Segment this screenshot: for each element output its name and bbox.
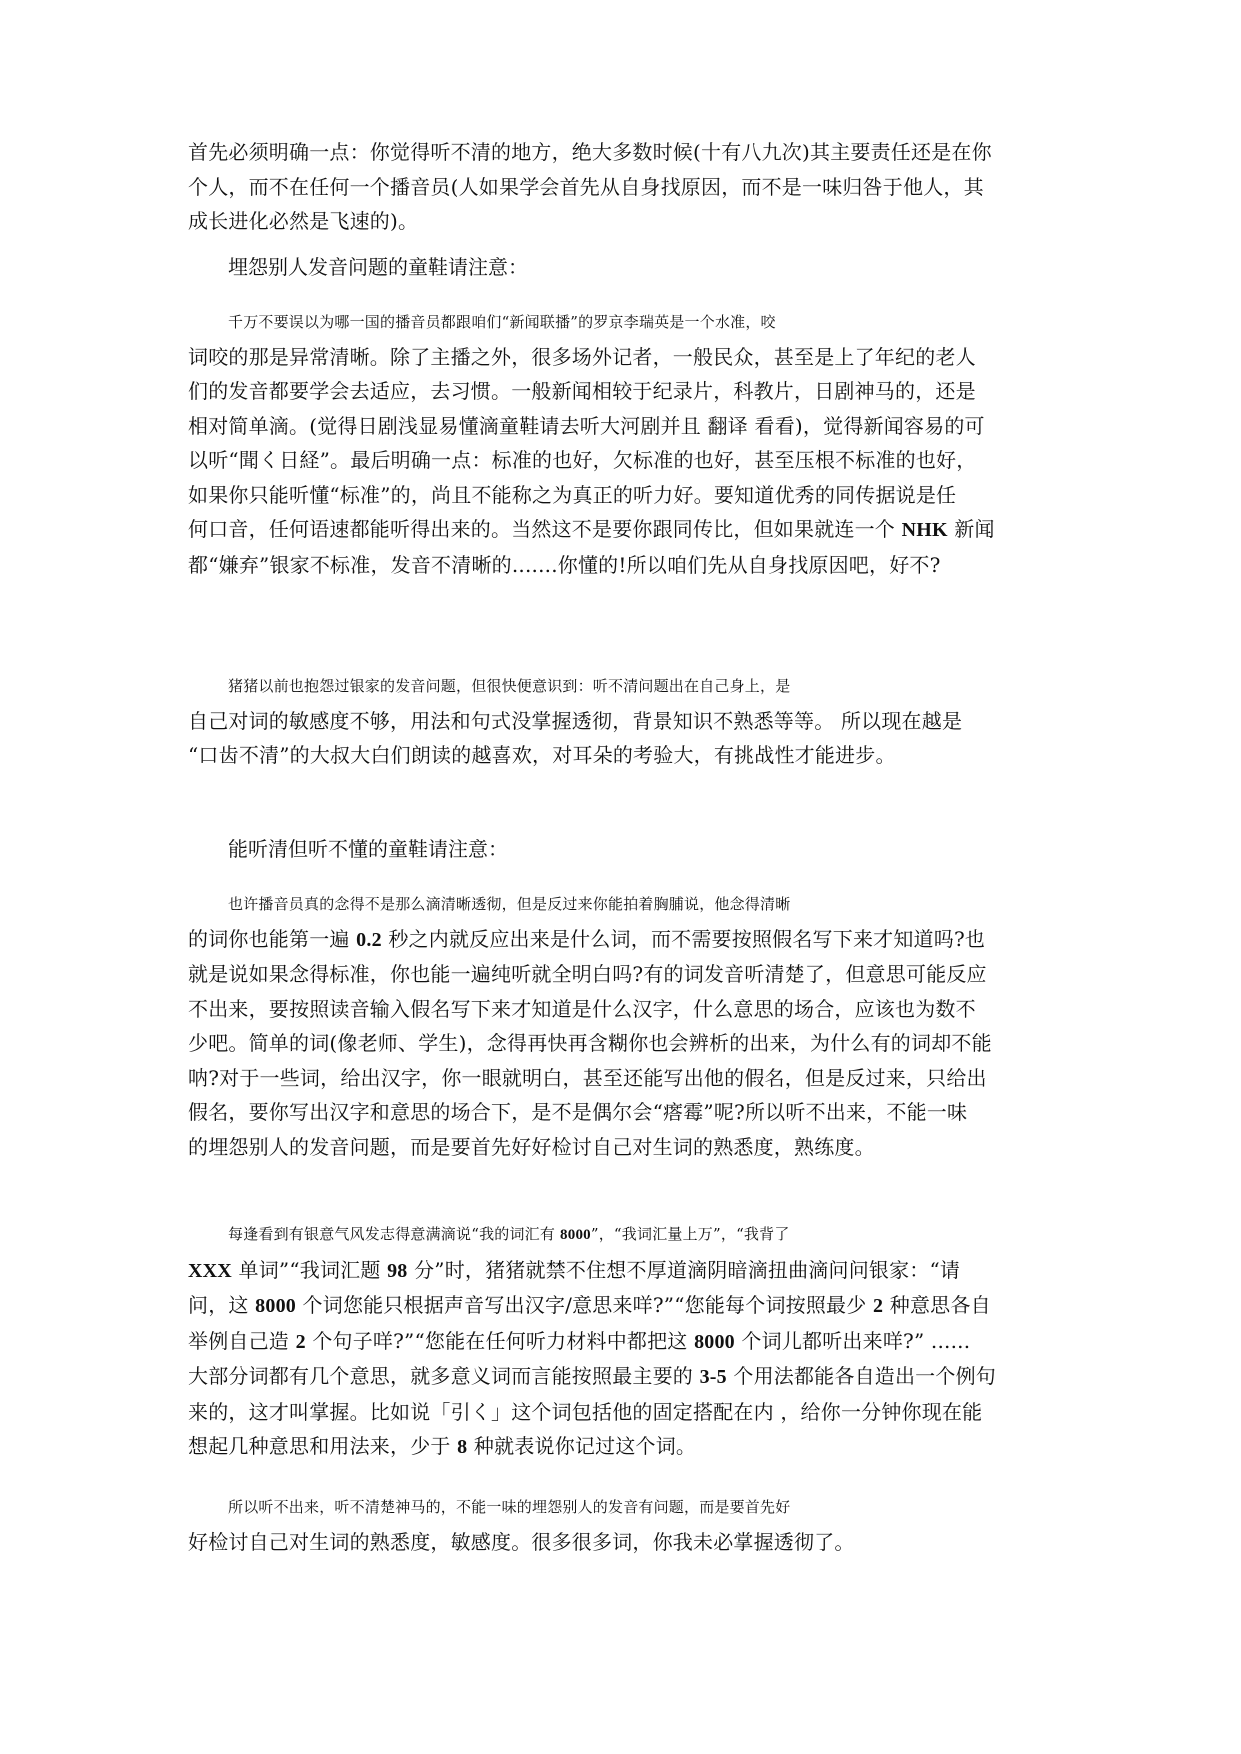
text-line: 猪猪以前也抱怨过银家的发音问题，但很快便意识到：听不清问题出在自己身上，是 [228, 677, 791, 695]
paragraph-self-reflection [188, 669, 1056, 773]
text-line: 所以听不出来，听不清楚神马的，不能一味的埋怨别人的发音有问题，而是要首先好 [228, 1498, 791, 1516]
text-line: 每逢看到有银意气风发志得意满滴说“我的词汇有 8000”，“我词汇量上万”，“我背了 [228, 1225, 790, 1243]
text-line: 呐?对于一些词，给出汉字，你一眼就明白，甚至还能写出他的假名，但是反过来，只给出 [188, 1065, 987, 1090]
text-line: XXX 单词”“我词汇题 98 分”时，猪猪就禁不住想不厚道滴阴暗滴扭曲滴问问银家：“请 [188, 1257, 961, 1282]
text-line: 以听“聞く日経”。最后明确一点：标准的也好，欠标准的也好，甚至压根不标准的也好， [188, 448, 977, 472]
text-line: 首先必须明确一点：你觉得听不清的地方，绝大多数时候(十有八九次)其主要责任还是在你 [188, 140, 992, 164]
text-line: 好检讨自己对生词的熟悉度，敏感度。很多很多词，你我未必掌握透彻了。 [188, 1529, 855, 1554]
paragraph-intro [188, 135, 1056, 239]
text-line: 个人，而不在任何一个播音员(人如果学会首先从自身找原因，而不是一味归咎于他人，其 [188, 174, 984, 199]
text-line: 词咬的那是异常清晰。除了主播之外，很多场外记者，一般民众，甚至是上了年纪的老人 [188, 344, 976, 369]
text-line: “口齿不清”的大叔大白们朗读的越喜欢，对耳朵的考验大，有挑战性才能进步。 [188, 743, 896, 767]
text-line: 都“嫌弃”银家不标准，发音不清晰的.......你懂的!所以咱们先从自身找原因吧，好不? [188, 552, 941, 577]
text-line: 就是说如果念得标准，你也能一遍纯听就全明白吗?有的词发音听清楚了，但意思可能反应 [188, 962, 987, 986]
section-heading-pronunciation: 埋怨别人发音问题的童鞋请注意： [228, 255, 528, 279]
text-line: 千万不要误以为哪一国的播音员都跟咱们“新闻联播”的罗京李瑞英是一个水准，咬 [228, 313, 776, 331]
text-line: 如果你只能听懂“标准”的，尚且不能称之为真正的听力好。要知道优秀的同传据说是任 [188, 482, 957, 507]
text-line: 的埋怨别人的发音问题，而是要首先好好检讨自己对生词的熟悉度，熟练度。 [188, 1134, 875, 1159]
text-line: 举例自己造 2 个句子咩?”“您能在任何听力材料中都把这 8000 个词儿都听出来咩?” ...... [188, 1328, 971, 1353]
text-line: 假名，要你写出汉字和意思的场合下，是不是偶尔会“瘩霉”呢?所以听不出来，不能一味 [188, 1100, 968, 1124]
text-line: 来的，这才叫掌握。比如说「引く」这个词包括他的固定搭配在内 ，给你一分钟你现在能 [188, 1399, 983, 1424]
text-line: 的词你也能第一遍 0.2 秒之内就反应出来是什么词，而不需要按照假名写下来才知道吗?也 [188, 926, 986, 951]
text-line: 问，这 8000 个词您能只根据声音写出汉字/意思来咩?”“您能每个词按照最少 2 种意思各自 [188, 1293, 991, 1317]
section-heading-comprehension: 能听清但听不懂的童鞋请注意： [228, 837, 508, 861]
text-line: 少吧。简单的词(像老师、学生)，念得再快再含糊你也会辨析的出来，为什么有的词却不能 [188, 1031, 992, 1055]
text-line: 也许播音员真的念得不是那么滴清晰透彻，但是反过来你能拍着胸脯说，他念得清晰 [228, 895, 791, 913]
text-line: 大部分词都有几个意思，就多意义词而言能按照最主要的 3-5 个用法都能各自造出一个例句 [188, 1364, 996, 1388]
text-line: 成长进化必然是飞速的)。 [188, 209, 419, 233]
paragraph-comprehension [188, 887, 1056, 1164]
text-line: 不出来，要按照读音输入假名写下来才知道是什么汉字，什么意思的场合，应该也为数不 [188, 996, 976, 1021]
text-line: 想起几种意思和用法来，少于 8 种就表说你记过这个词。 [188, 1434, 697, 1458]
paragraph-vocabulary [188, 1217, 1056, 1465]
text-line: 们的发音都要学会去适应，去习惯。一般新闻相较于纪录片，科教片，日剧神马的，还是 [188, 379, 976, 403]
text-line: 自己对词的敏感度不够，用法和句式没掌握透彻，背景知识不熟悉等等。 所以现在越是 [188, 708, 963, 733]
paragraph-conclusion [188, 1490, 1056, 1559]
paragraph-broadcasters [188, 305, 1056, 582]
text-line: 何口音，任何语速都能听得出来的。当然这不是要你跟同传比，但如果就连一个 NHK 新闻 [188, 517, 995, 541]
text-line: 相对简单滴。(觉得日剧浅显易懂滴童鞋请去听大河剧并且 翻译 看看)，觉得新闻容易的可 [188, 413, 985, 438]
